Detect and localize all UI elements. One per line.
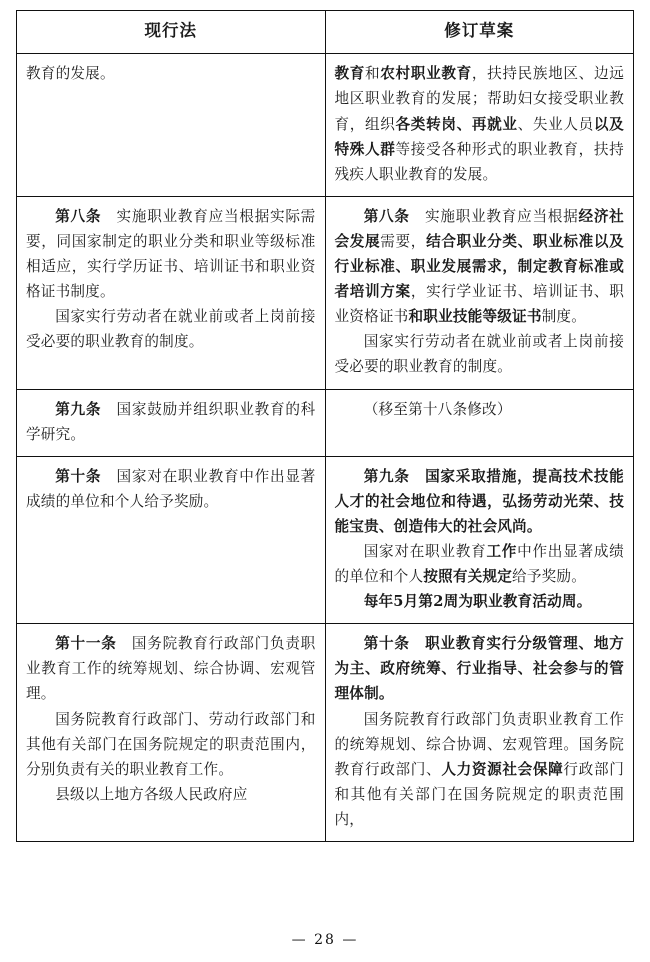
page-number: — 28 — <box>291 932 359 948</box>
cell-revision-draft <box>325 456 634 624</box>
cell-current-law <box>17 624 326 842</box>
emphasized-text: 教育 <box>334 65 366 83</box>
body-text: 国家鼓励并组织职业教育的科学研究。 <box>26 400 316 443</box>
paragraph <box>335 539 625 589</box>
emphasized-text: 人力资源社会保障 <box>441 760 564 778</box>
cell-current-law <box>17 196 326 389</box>
paragraph <box>335 61 625 186</box>
paragraph <box>26 304 316 354</box>
body-text: 县级以上地方各级人民政府应 <box>55 785 248 803</box>
emphasized-text: 工作 <box>486 542 518 560</box>
cell-revision-draft <box>325 196 634 389</box>
emphasized-text: 农村职业教育 <box>380 65 472 83</box>
body-text: 和 <box>365 65 381 83</box>
paragraph <box>26 707 316 782</box>
body-text: 国家对在职业教育 <box>363 542 487 560</box>
paragraph <box>335 329 625 379</box>
body-text: 国务院教育行政部门、劳动行政部门和其他有关部门在国务院规定的职责范围内，分别负责有关的职业教育工作。 <box>26 710 316 778</box>
cell-revision-draft <box>325 624 634 842</box>
paragraph <box>26 204 316 304</box>
cell-revision-draft <box>325 54 634 196</box>
paragraph <box>335 631 625 706</box>
body-text <box>410 635 425 652</box>
body-text: 、失业人员 <box>517 115 594 133</box>
cell-current-law <box>17 54 326 196</box>
emphasized-text: 以及特殊人群 <box>334 115 624 158</box>
emphasized-text: 国家采取措施，提高技术技能人才的社会地位和待遇，弘扬劳动光荣、技能宝贵、创造伟大的社会风尚。 <box>334 467 624 535</box>
body-text: 国家实行劳动者在就业前或者上岗前接受必要的职业教育的制度。 <box>334 333 624 376</box>
emphasized-text: 经济社会发展 <box>334 207 624 250</box>
column-header-current-law: 现行法 <box>17 11 326 54</box>
body-text: 中作出显著成绩的单位和个人 <box>334 542 624 586</box>
law-comparison-table <box>16 10 634 842</box>
table-row <box>17 196 634 389</box>
body-text: 制度。 <box>541 308 587 326</box>
emphasized-text: 第九条 <box>363 467 410 485</box>
body-text: 国务院教育行政部门负责职业教育工作的统筹规划、综合协调、宏观管理。 <box>26 635 316 703</box>
body-text: 国家实行劳动者在就业前或者上岗前接受必要的职业教育的制度。 <box>26 308 316 351</box>
emphasized-text: 各类转岗、再就业 <box>395 115 518 133</box>
emphasized-text: 第十条 <box>55 467 102 485</box>
body-text: 需要， <box>380 232 427 250</box>
body-text: 国务院教育行政部门负责职业教育工作的统筹规划、综合协调、宏观管理。国务院教育行政部门、 <box>334 710 624 778</box>
emphasized-text: 每年5月第2周为职业教育活动周。 <box>363 593 592 611</box>
table-body <box>17 54 634 842</box>
emphasized-text: 第九条 <box>55 400 102 418</box>
paragraph <box>26 631 316 706</box>
table-header-row <box>17 11 634 54</box>
body-text <box>410 468 425 485</box>
paragraph <box>335 397 625 422</box>
cell-revision-draft <box>325 389 634 456</box>
body-text: 教育的发展。 <box>26 65 115 83</box>
column-header-revision-draft: 修订草案 <box>325 11 634 54</box>
paragraph <box>26 782 316 807</box>
paragraph <box>335 204 625 329</box>
paragraph <box>26 397 316 447</box>
paragraph <box>335 464 625 539</box>
paragraph <box>26 61 316 86</box>
emphasized-text: 第十一条 <box>55 635 117 653</box>
body-text: 国家对在职业教育中作出显著成绩的单位和个人给予奖励。 <box>26 467 316 510</box>
table-row <box>17 54 634 196</box>
body-text: 给予奖励。 <box>512 568 587 586</box>
body-text: 实施职业教育应当根据 <box>409 207 579 225</box>
table-row <box>17 624 634 842</box>
cell-current-law <box>17 389 326 456</box>
paragraph <box>335 589 625 614</box>
body-text: ，实行学业证书、培训证书、职业资格证书 <box>334 283 624 326</box>
paragraph <box>26 464 316 514</box>
body-text: 实施职业教育应当根据实际需要，同国家制定的职业分类和职业等级标准相适应，实行学历证书、培训证书和职业资格证书制度。 <box>26 207 316 301</box>
emphasized-text: 结合职业分类、职业标准以及行业标准、职业发展需求，制定教育标准或者培训方案 <box>334 232 624 301</box>
emphasized-text: 和职业技能等级证书 <box>408 308 542 326</box>
body-text: ，扶持民族地区、边远地区职业教育的发展；帮助妇女接受职业教育，组织 <box>334 65 624 133</box>
emphasized-text: 第十条 <box>363 635 410 653</box>
emphasized-text: 职业教育实行分级管理、地方为主、政府统筹、行业指导、社会参与的管理体制。 <box>334 635 624 703</box>
paragraph <box>335 707 625 832</box>
body-text: （移至第十八条修改） <box>363 400 512 418</box>
emphasized-text: 第八条 <box>363 207 410 225</box>
table-row <box>17 456 634 624</box>
cell-current-law <box>17 456 326 624</box>
body-text: 等接受各种形式的职业教育，扶持残疾人职业教育的发展。 <box>334 140 624 183</box>
emphasized-text: 第八条 <box>55 207 102 225</box>
table-row <box>17 389 634 456</box>
emphasized-text: 按照有关规定 <box>423 568 513 586</box>
body-text: 行政部门和其他有关部门在国务院规定的职责范围内， <box>334 760 624 828</box>
